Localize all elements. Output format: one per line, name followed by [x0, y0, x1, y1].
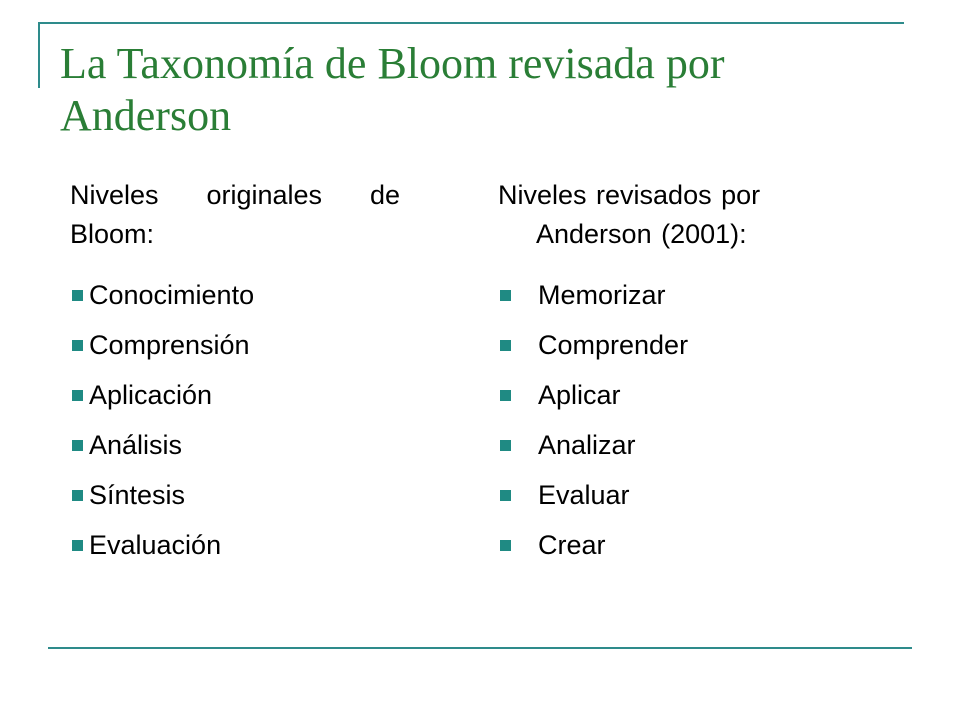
list-item-label: Conocimiento — [89, 280, 255, 310]
original-levels-column — [70, 176, 400, 570]
slide-title: La Taxonomía de Bloom revisada por Anderson — [60, 39, 725, 140]
original-levels-heading: Niveles originales de Bloom: — [70, 180, 400, 249]
top-rule — [38, 22, 904, 24]
list-item-label: Analizar — [538, 430, 636, 460]
square-bullet-icon — [72, 440, 83, 451]
square-bullet-icon — [500, 440, 511, 451]
list-item — [70, 370, 400, 420]
list-item — [70, 520, 400, 570]
list-item — [70, 420, 400, 470]
revised-levels-heading: Niveles revisados por Anderson (2001): — [498, 180, 761, 249]
list-item-label: Aplicar — [538, 380, 621, 410]
square-bullet-icon — [500, 490, 511, 501]
square-bullet-icon — [72, 290, 83, 301]
list-item-label: Crear — [538, 530, 606, 560]
list-item — [498, 420, 828, 470]
list-item-label: Síntesis — [89, 480, 186, 510]
list-item-label: Evaluar — [538, 480, 630, 510]
list-item-label: Aplicación — [89, 380, 213, 410]
list-item-label: Memorizar — [538, 280, 666, 310]
list-item — [70, 320, 400, 370]
list-item-label: Comprender — [538, 330, 689, 360]
square-bullet-icon — [500, 340, 511, 351]
list-item — [498, 320, 828, 370]
left-rule — [38, 22, 40, 88]
square-bullet-icon — [72, 540, 83, 551]
square-bullet-icon — [500, 540, 511, 551]
list-item-label: Análisis — [89, 430, 183, 460]
list-item — [70, 470, 400, 520]
list-item-label: Comprensión — [89, 330, 250, 360]
square-bullet-icon — [72, 490, 83, 501]
original-levels-list — [70, 270, 400, 570]
bottom-rule — [48, 647, 912, 649]
list-item — [498, 270, 828, 320]
list-item — [498, 470, 828, 520]
square-bullet-icon — [500, 290, 511, 301]
square-bullet-icon — [72, 390, 83, 401]
square-bullet-icon — [72, 340, 83, 351]
list-item-label: Evaluación — [89, 530, 222, 560]
square-bullet-icon — [500, 390, 511, 401]
list-item — [498, 370, 828, 420]
revised-levels-column — [498, 176, 828, 570]
list-item — [70, 270, 400, 320]
revised-levels-list — [498, 270, 828, 570]
list-item — [498, 520, 828, 570]
